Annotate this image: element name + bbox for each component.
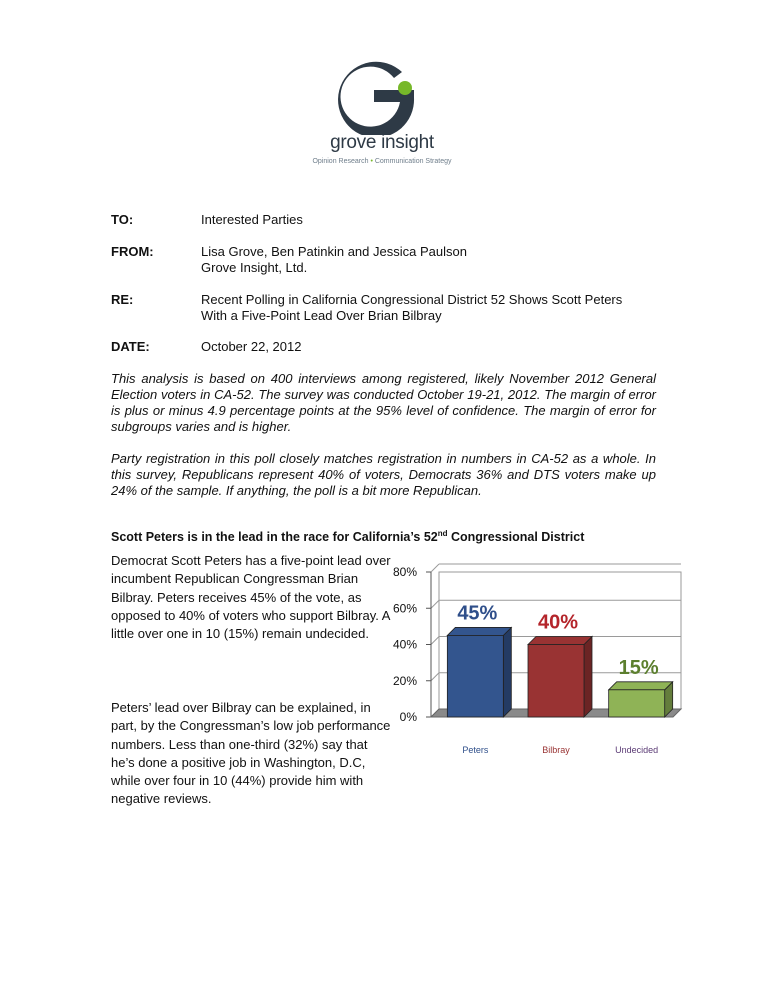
y-tick-label: 20%: [392, 673, 417, 688]
from-label: FROM:: [111, 244, 154, 259]
x-tick-label: Peters: [462, 745, 489, 755]
chart-svg: [378, 560, 698, 760]
x-tick-label: Bilbray: [542, 745, 570, 755]
data-label: 40%: [537, 611, 579, 634]
bar-top: [447, 627, 511, 635]
y-tick-label: 80%: [392, 565, 417, 579]
to-label: TO:: [111, 212, 134, 227]
poll-bar-chart: [378, 560, 698, 760]
data-label: 15%: [618, 656, 659, 679]
y-tick-label: 60%: [392, 601, 417, 616]
brand-tagline: Opinion Research • Communication Strategy: [312, 158, 452, 165]
date-label: DATE:: [111, 339, 150, 354]
gridline-diagonal: [431, 637, 439, 645]
body-paragraph-1: Democrat Scott Peters has a five-point lead over incumbent Republican Congressman Brian Bilbray. Peters receives 45% of the vote, as opposed to 40% of voters who support Bilbray. A little over one in 10 (15%) remain undecided.: [111, 553, 391, 642]
date-value: October 22, 2012: [201, 339, 302, 354]
bar-undecided: [609, 690, 665, 717]
gridline-diagonal: [431, 564, 439, 572]
data-label: 45%: [457, 602, 498, 625]
bar-peters: [447, 635, 503, 717]
grove-insight-logo: [282, 40, 482, 190]
methodology-paragraph: This analysis is based on 400 interviews among registered, likely November 2012 General Election voters in CA-52. The survey was conducted October 19-21, 2012. The margin of error is plus or minus 4.9 percentage points at the 95% level of confidence. The margin of error for subgroups varies and is higher.: [111, 371, 656, 434]
bar-side: [584, 637, 592, 718]
gridline-diagonal: [431, 673, 439, 681]
re-label: RE:: [111, 292, 134, 307]
to-value: Interested Parties: [201, 212, 303, 227]
section-heading: Scott Peters is in the lead in the race for California’s 52nd Congressional District: [111, 529, 585, 545]
gridline-diagonal: [431, 600, 439, 608]
y-tick-label: 40%: [392, 637, 417, 652]
bar-top: [609, 682, 673, 690]
grove-g-mark-icon: [282, 40, 482, 135]
y-tick-label: 0%: [399, 710, 417, 724]
bar-bilbray: [528, 645, 584, 718]
registration-paragraph: Party registration in this poll closely matches registration in numbers in CA-52 as a whole. In this survey, Republicans represent 40% of voters, Democrats 36% and DTS voters make up 24% of the sample. If anything, the poll is a bit more Republican.: [111, 451, 656, 498]
re-value: Recent Polling in California Congressional District 52 Shows Scott Peters With a Five-Point Lead Over Brian Bilbray: [201, 292, 623, 323]
from-value: Lisa Grove, Ben Patinkin and Jessica Paulson Grove Insight, Ltd.: [201, 244, 467, 275]
body-paragraph-2: Peters’ lead over Bilbray can be explained, in part, by the Congressman’s low job performance numbers. Less than one-third (32%) say that he’s done a positive job in Washington, D.C, while over four in 10 (44%) provide him with negative reviews.: [111, 700, 391, 807]
bar-side: [503, 627, 511, 717]
x-tick-label: Undecided: [615, 745, 659, 755]
bar-top: [528, 637, 592, 645]
brand-name: grove insight: [330, 132, 434, 153]
